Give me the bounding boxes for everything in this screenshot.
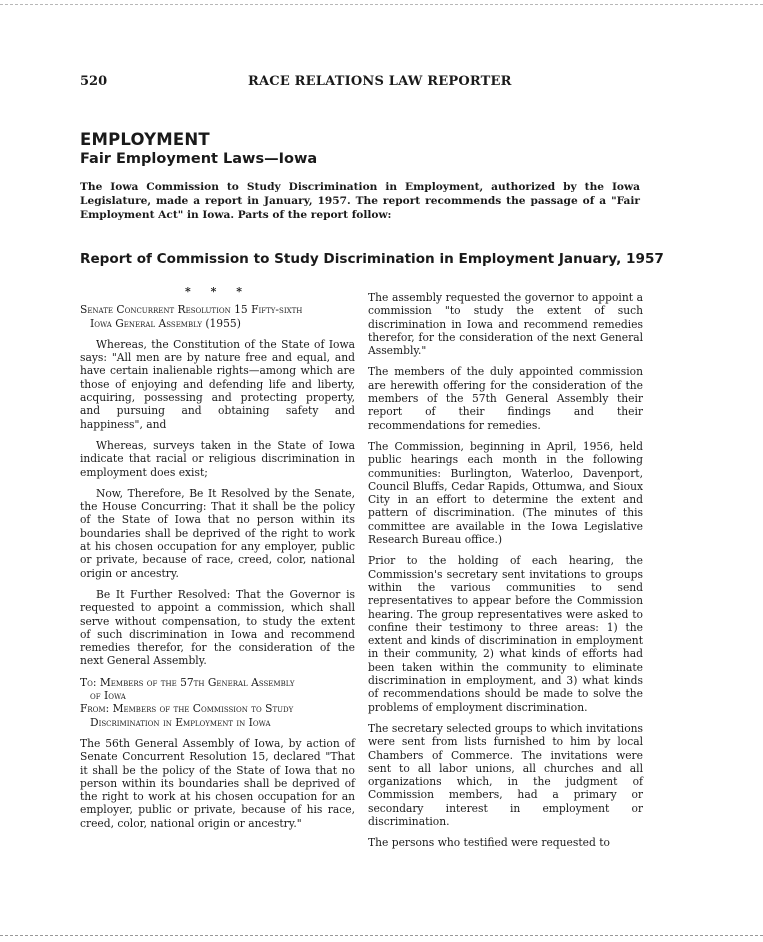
from-line-2: Discrimination in Employment in Iowa	[90, 715, 271, 729]
resolution-line-1: Senate Concurrent Resolution 15 Fifty-sixth	[80, 303, 303, 317]
separator-stars: * * *	[185, 285, 250, 298]
to-line-2: of Iowa	[90, 689, 126, 703]
right-paragraph-5: The secretary selected groups to which invitations were sent from lists furnished to him by local Chambers of Commerce. The invitations were sent to all labor unions, all churches and all organizations which, in the judgment of Commission members, had a primary or secondary interest in employment or discrimination.	[368, 721, 643, 828]
left-column	[80, 285, 355, 838]
further-resolved-paragraph: Be It Further Resolved: That the Governor is requested to appoint a commission, which shall serve without compensation, to study the extent of such discrimination in Iowa and recommend remedies therefor, for the consideration of the next General Assembly.	[80, 587, 355, 668]
to-line-1: To: Members of the 57th General Assembly	[80, 675, 295, 689]
top-border	[0, 4, 763, 5]
right-paragraph-4: Prior to the holding of each hearing, the Commission's secretary sent invitations to groups within the various communities to send representatives to appear before the Commission hearing. The group representatives were asked to confine their testimony to three areas: 1) the extent and kinds of discrimination in employment in their community, 2) what kinds of efforts had been taken within the community to eliminate discrimination in employment, and 3) what kinds of recommendations should be made to solve the problems of employment discrimination.	[368, 554, 643, 714]
resolution-line-2: Iowa General Assembly (1955)	[90, 316, 241, 330]
resolution-heading	[80, 303, 355, 330]
page-header	[80, 74, 640, 92]
report-title: Report of Commission to Study Discrimination in Employment January, 1957	[80, 251, 664, 267]
closing-paragraph: The 56th General Assembly of Iowa, by action of Senate Concurrent Resolution 15, declared "That it shall be the policy of the State of Iowa that no person within its boundaries shall be deprived of the right to work at his chosen occupation for an employer, public or private, because of his race, creed, color, national origin or ancestry."	[80, 736, 355, 830]
intro-paragraph: The Iowa Commission to Study Discrimination in Employment, authorized by the Iowa Legislature, made a report in January, 1957. The report recommends the passage of a "Fair Employment Act" in Iowa. Parts of the report follow:	[80, 181, 640, 222]
right-column	[368, 291, 643, 858]
address-block	[80, 676, 355, 729]
from-line-1: From: Members of the Commission to Study	[80, 702, 294, 716]
resolved-paragraph: Now, Therefore, Be It Resolved by the Senate, the House Concurring: That it shall be the policy of the State of Iowa that no person within its boundaries shall be deprived of the right to work at his chosen occupation for any employer, public or private, because of race, creed, color, national origin or ancestry.	[80, 486, 355, 580]
right-paragraph-6: The persons who testified were requested to	[368, 836, 610, 850]
bottom-border	[0, 935, 763, 936]
right-paragraph-2: The members of the duly appointed commission are herewith offering for the consideration of the members of the 57th General Assembly their report of their findings and their recommendations for remedies.	[368, 365, 643, 432]
whereas-paragraph-1: Whereas, the Constitution of the State of Iowa says: "All men are by nature free and equal, and have certain inalienable rights—among which are those of enjoying and defending life and liberty, acquiring, possessing and protecting property, and pursuing and obtaining safety and happiness", and	[80, 337, 355, 431]
right-paragraph-1: The assembly requested the governor to appoint a commission "to study the extent of such discrimination in Iowa and recommend remedies therefor, for the consideration of the next General Assembly."	[368, 291, 643, 358]
section-subtitle: Fair Employment Laws—Iowa	[80, 151, 318, 167]
running-title: RACE RELATIONS LAW REPORTER	[248, 74, 512, 89]
section-title: EMPLOYMENT	[80, 130, 210, 149]
whereas-paragraph-2: Whereas, surveys taken in the State of Iowa indicate that racial or religious discrimination in employment does exist;	[80, 438, 355, 479]
page-number: 520	[80, 74, 108, 89]
right-paragraph-3: The Commission, beginning in April, 1956, held public hearings each month in the following communities: Burlington, Waterloo, Davenport, Council Bluffs, Cedar Rapids, Ottumwa, and Sioux City in an effort to determine the extent and pattern of discrimination. (The minutes of this committee are available in the Iowa Legislative Research Bureau office.)	[368, 439, 643, 547]
